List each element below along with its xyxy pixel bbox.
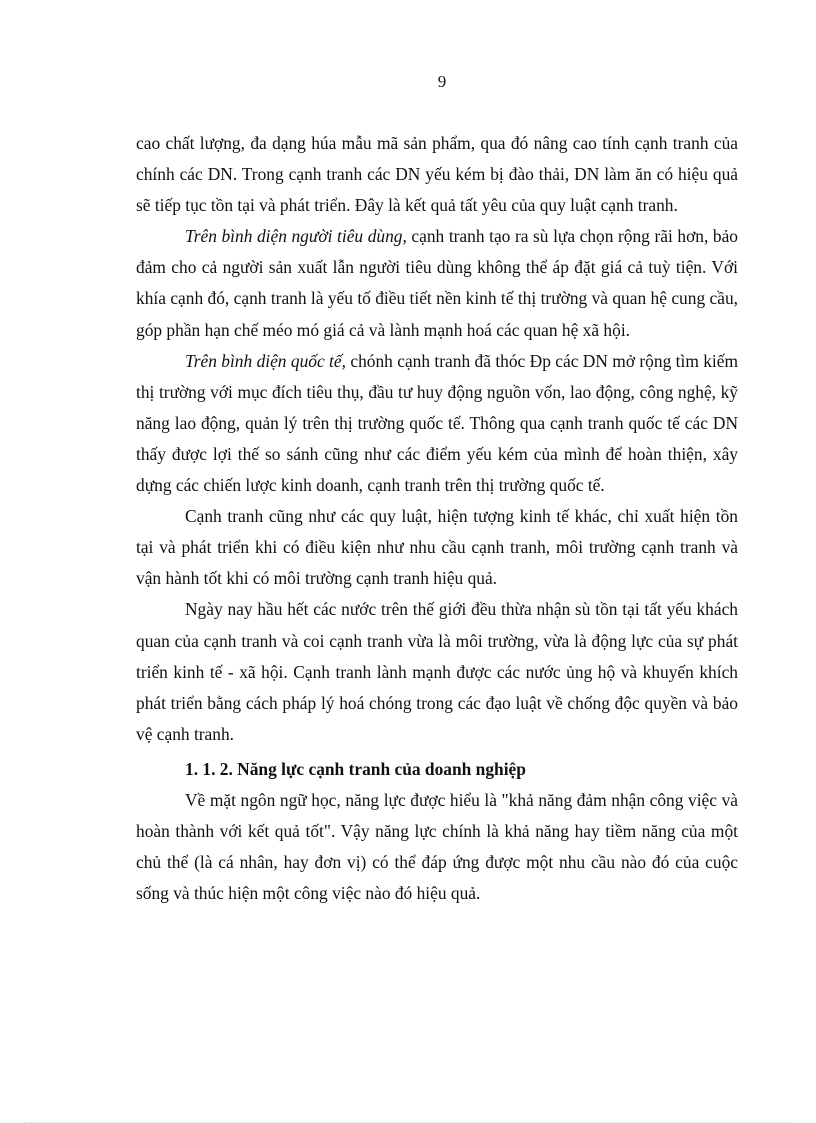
paragraph-competition-conditions: Cạnh tranh cũng như các quy luật, hiện tượng kinh tế khác, chỉ xuất hiện tồn tại và phát triển khi có điều kiện như nhu cầu cạnh tranh, môi trường cạnh tranh và vận hành tốt khi có môi trường cạnh tranh hiệu quả. (136, 506, 738, 589)
paragraph-competition-recognition: Ngày nay hầu hết các nước trên thế giới đều thừa nhận sù tồn tại tất yếu khách quan của cạnh tranh và coi cạnh tranh vừa là môi trường, vừa là động lực của sự phát triển kinh tế - xã hội. Cạnh tranh lành mạnh được các nước ủng hộ và khuyến khích phát triển bằng cách pháp lý hoá chóng trong các đạo luật về chống độc quyền và bảo vệ cạnh tranh. (136, 599, 738, 744)
paragraph-international-perspective (136, 346, 738, 501)
document-body (136, 128, 738, 909)
paragraph-text: , cạnh tranh tạo ra sù lựa chọn rộng rãi hơn, bảo đảm cho cả người sản xuất lẫn người tiêu dùng không thể áp đặt giá cả tuỳ tiện. Với khía cạnh đó, cạnh tranh là yếu tố điều tiết nền kinh tế thị trường và quan hệ cung cầu, góp phần hạn chế méo mó giá cả và lành mạnh hoá các quan hệ xã hội. (136, 226, 738, 340)
page-number: 9 (437, 72, 447, 91)
paragraph-capacity-definition: Về mặt ngôn ngữ học, năng lực được hiểu là "khả năng đảm nhận công việc và hoàn thành với kết quả tốt". Vậy năng lực chính là khả năng hay tiềm năng của một chủ thể (là cá nhân, hay đơn vị) có thể đáp ứng được một nhu cầu nào đó của cuộc sống và thúc hiện một công việc nào đó hiệu quả. (136, 789, 738, 904)
paragraph-consumer-perspective (136, 221, 738, 345)
italic-lead-international: Trên bình diện quốc tế, (185, 350, 346, 371)
paragraph-continuation: cao chất lượng, đa dạng húa mẫu mã sản phẩm, qua đó nâng cao tính cạnh tranh của chính các DN. Trong cạnh tranh các DN yếu kém bị đào thải, DN làm ăn có hiệu quả sẽ tiếp tục tồn tại và phát triển. Đây là kết quả tất yêu của quy luật cạnh tranh. (136, 133, 738, 216)
paragraph-text: chónh cạnh tranh đã thóc Đp các DN mở rộng tìm kiếm thị trường với mục đích tiêu thụ, đầu tư huy động nguồn vốn, lao động, công nghệ, kỹ năng lao động, quản lý trên thị trường quốc tế. Thông qua cạnh tranh quốc tế các DN thấy được lợi thế so sánh cũng như các điểm yếu kém của mình để hoàn thiện, xây dựng các chiến lược kinh doanh, cạnh tranh trên thị trường quốc tế. (136, 350, 738, 496)
section-heading: 1. 1. 2. Năng lực cạnh tranh của doanh nghiệp (185, 758, 526, 779)
italic-lead-consumer: Trên bình diện người tiêu dùng (185, 226, 403, 247)
